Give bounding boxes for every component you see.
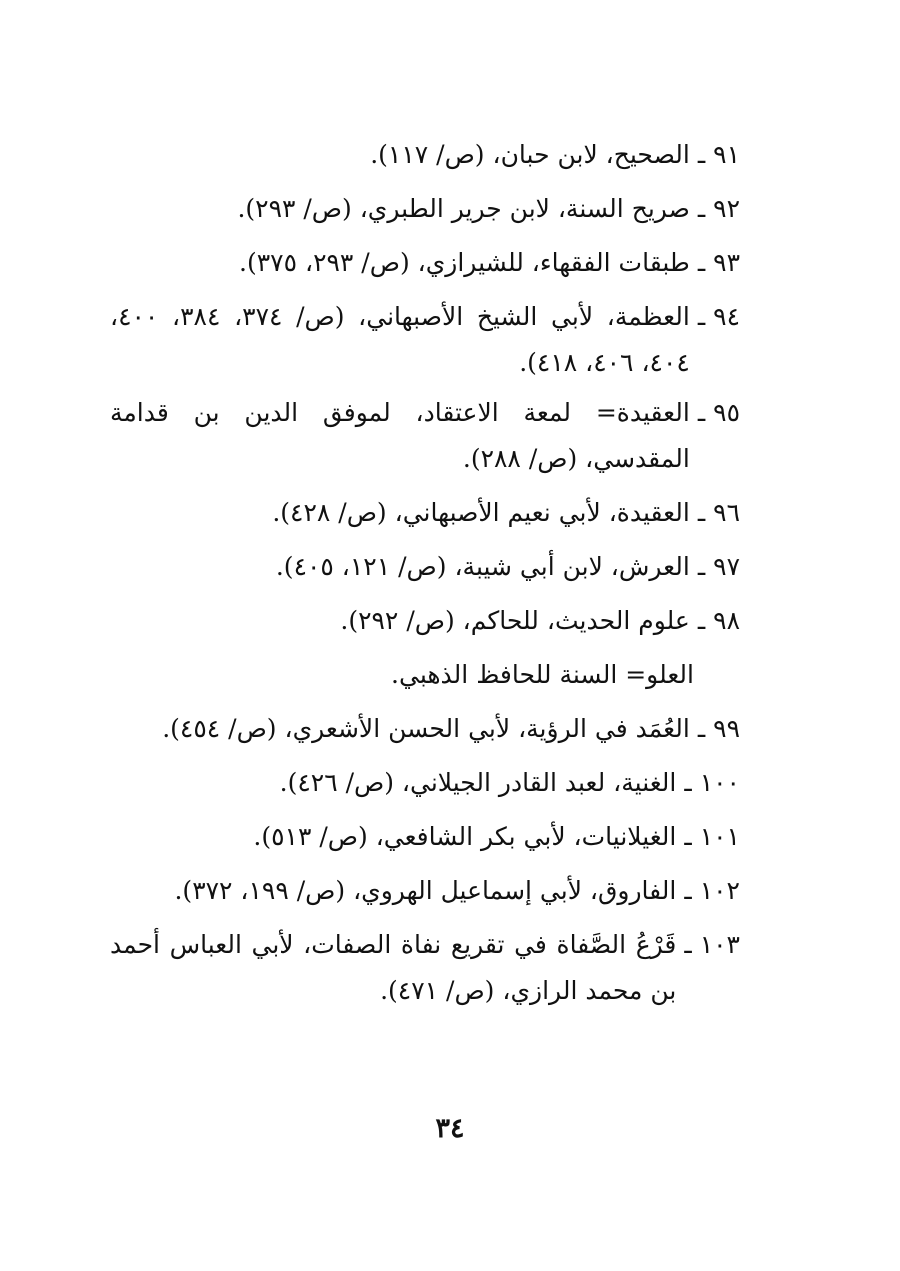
- cross-reference-note: [110, 648, 740, 702]
- entry-separator: ـ: [697, 498, 706, 527]
- entry-number: ٩١: [713, 140, 740, 169]
- entry-number: ٩٤: [713, 302, 740, 331]
- entry-text: الغنية، لعبد القادر الجيلاني، (ص/ ٤٢٦).: [279, 768, 677, 797]
- entry-text: الصحيح، لابن حبان، (ص/ ١١٧).: [370, 140, 690, 169]
- entry-separator: ـ: [697, 398, 706, 427]
- bibliography-entry-101: [110, 810, 740, 864]
- page-number: ٣٤: [435, 1113, 465, 1144]
- bibliography-entry-97: [110, 540, 740, 594]
- entry-number: ٩٩: [713, 714, 740, 743]
- bibliography-entry-96: [110, 486, 740, 540]
- entry-separator: ـ: [684, 768, 692, 797]
- entry-separator: ـ: [684, 876, 692, 905]
- bibliography-entry-95: [110, 390, 740, 482]
- entry-separator: ـ: [697, 194, 706, 223]
- entry-text: العقيدة، لأبي نعيم الأصبهاني، (ص/ ٤٢٨).: [272, 498, 690, 527]
- bibliography-entry-100: [110, 756, 740, 810]
- entry-number: ٩٨: [713, 606, 740, 635]
- entry-number: ٩٣: [713, 248, 740, 277]
- entry-separator: ـ: [697, 248, 706, 277]
- entry-text: العرش، لابن أبي شيبة، (ص/ ١٢١، ٤٠٥).: [275, 552, 690, 581]
- entry-separator: ـ: [697, 552, 706, 581]
- entry-number: ١٠٣: [699, 930, 740, 959]
- entry-separator: ـ: [697, 140, 706, 169]
- bibliography-entry-98: [110, 594, 740, 648]
- bibliography-list: [110, 128, 740, 1018]
- bibliography-entry-102: [110, 864, 740, 918]
- bibliography-entry-99: [110, 702, 740, 756]
- entry-separator: ـ: [684, 930, 692, 959]
- entry-separator: ـ: [697, 606, 706, 635]
- entry-text: العُمَد في الرؤية، لأبي الحسن الأشعري، (ص/ ٤٥٤).: [162, 714, 690, 743]
- entry-separator: ـ: [697, 302, 706, 331]
- entry-separator: ـ: [697, 714, 706, 743]
- bibliography-entry-92: [110, 182, 740, 236]
- bibliography-entry-91: [110, 128, 740, 182]
- entry-text: علوم الحديث، للحاكم، (ص/ ٢٩٢).: [340, 606, 690, 635]
- entry-text: طبقات الفقهاء، للشيرازي، (ص/ ٢٩٣، ٣٧٥).: [239, 248, 690, 277]
- entry-text: الفاروق، لأبي إسماعيل الهروي، (ص/ ١٩٩، ٣٧٢).: [174, 876, 677, 905]
- bibliography-entry-93: [110, 236, 740, 290]
- entry-number: ١٠٠: [699, 768, 740, 797]
- entry-number: ١٠١: [699, 822, 740, 851]
- entry-text: العلو= السنة للحافظ الذهبي.: [391, 660, 694, 689]
- entry-text: الغيلانيات، لأبي بكر الشافعي، (ص/ ٥١٣).: [253, 822, 677, 851]
- entry-number: ٩٢: [713, 194, 740, 223]
- entry-number: ٩٦: [713, 498, 740, 527]
- entry-text: العقيدة= لمعة الاعتقاد، لموفق الدين بن قدامة المقدسي، (ص/ ٢٨٨).: [110, 398, 690, 473]
- entry-separator: ـ: [684, 822, 692, 851]
- entry-text: صريح السنة، لابن جرير الطبري، (ص/ ٢٩٣).: [237, 194, 690, 223]
- entry-text: العظمة، لأبي الشيخ الأصبهاني، (ص/ ٣٧٤، ٣٨٤، ٤٠٠، ٤٠٤، ٤٠٦، ٤١٨).: [110, 302, 690, 377]
- entry-number: ٩٧: [713, 552, 740, 581]
- bibliography-entry-103: [110, 922, 740, 1014]
- entry-number: ٩٥: [713, 398, 740, 427]
- bibliography-entry-94: [110, 294, 740, 386]
- entry-number: ١٠٢: [699, 876, 740, 905]
- entry-text: قَرْعُ الصَّفاة في تقريع نفاة الصفات، لأبي العباس أحمد بن محمد الرازي، (ص/ ٤٧١).: [110, 930, 677, 1005]
